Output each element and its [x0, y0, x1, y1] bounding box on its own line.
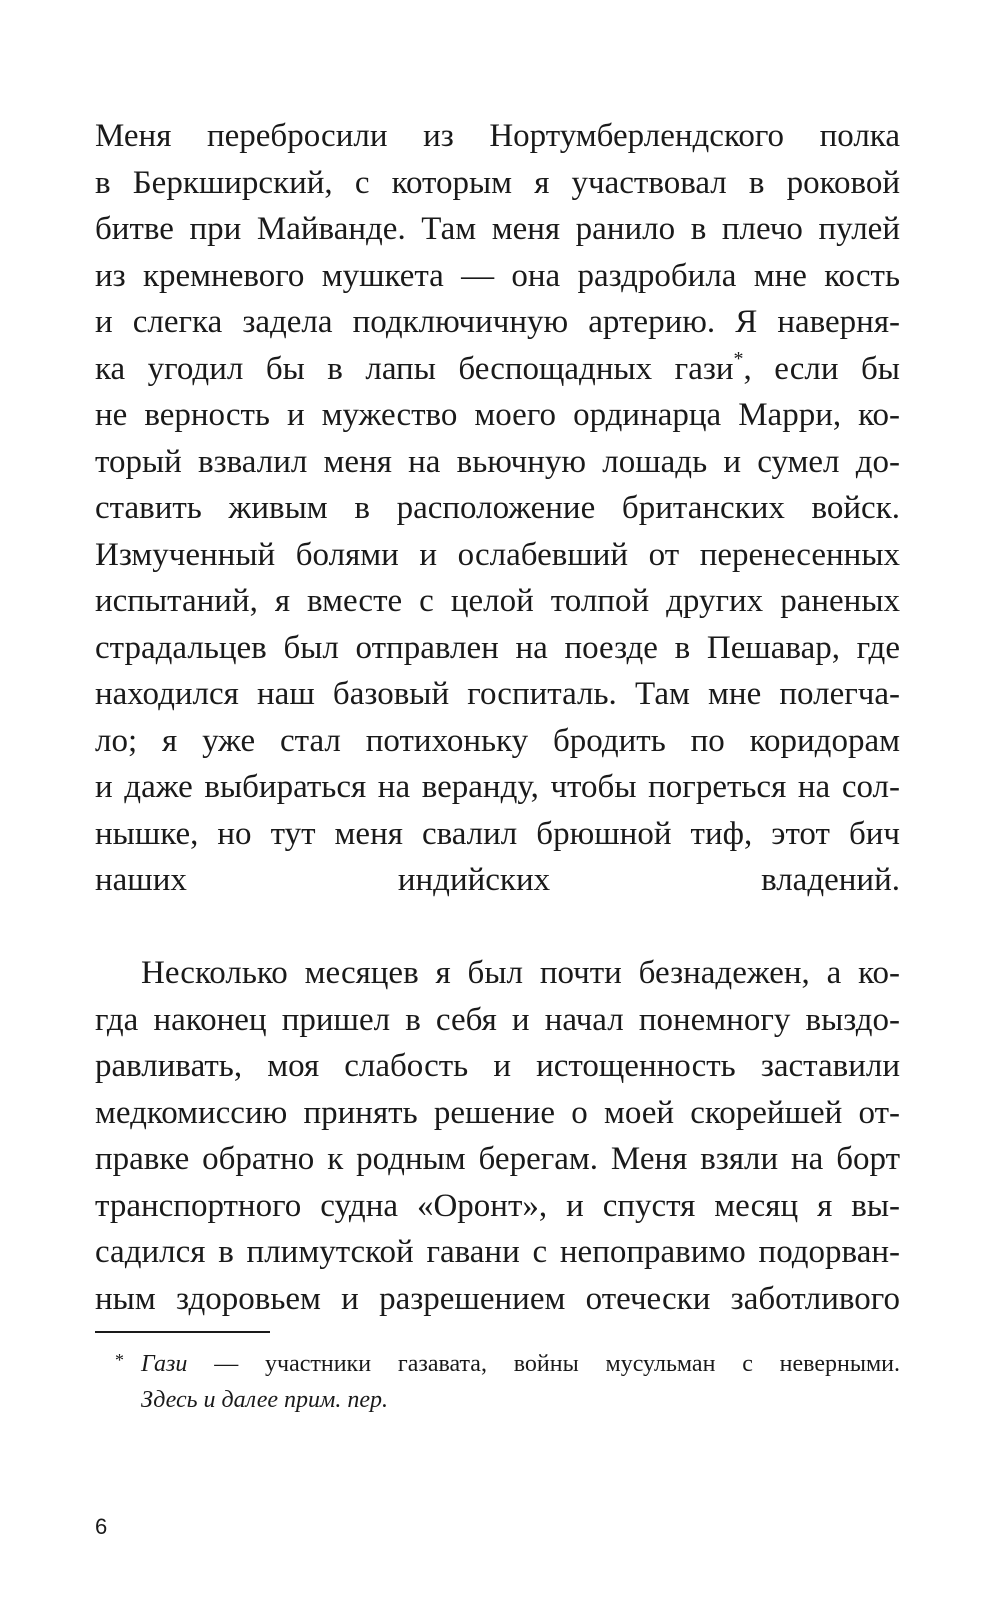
text-line: наших индийских владений. [95, 862, 900, 898]
text-line [95, 904, 900, 951]
text-line: из кремневого мушкета — она раздробила мне кость [95, 257, 900, 294]
text-line: правке обратно к родным берегам. Меня взяли на борт [95, 1141, 900, 1177]
footnote-divider [95, 1331, 270, 1333]
text-line-with-footnote [95, 346, 900, 393]
text-line: равливать, моя слабость и истощенность заставили [95, 1048, 900, 1084]
text-line: ло; я уже стал потихоньку бродить по коридорам [95, 722, 900, 759]
text-line: нышке, но тут меня свалил брюшной тиф, этот бич [95, 815, 900, 852]
text-line: страдальцев был отправлен на поезде в Пешавар, где [95, 629, 900, 666]
text-line: Измученный болями и ослабевший от перенесенных [95, 536, 900, 573]
text-fragment: ка угодил бы в лапы беспощадных гази [95, 350, 734, 387]
footnote-reference[interactable]: * [733, 347, 744, 370]
paragraph-1 [95, 113, 900, 950]
text-line: ным здоровьем и разрешением отечески заботливого [95, 1280, 900, 1317]
text-line: Меня перебросили из Нортумберлендского полка [95, 118, 900, 154]
text-line: и слегка задела подключичную артерию. Я наверня- [95, 304, 900, 340]
page-number: 6 [95, 1514, 108, 1539]
main-text [95, 113, 900, 1322]
text-fragment: , если бы [743, 350, 900, 387]
text-line: не верность и мужество моего ординарца Марри, ко- [95, 397, 900, 433]
footnote [95, 1346, 900, 1418]
text-line: и даже выбираться на веранду, чтобы погреться на сол- [95, 769, 900, 805]
text-line: медкомиссию принять решение о моей скорейшей от- [95, 1094, 900, 1131]
text-line: ставить живым в расположение британских войск. [95, 490, 900, 526]
text-line: транспортного судна «Оронт», и спустя месяц я вы- [95, 1187, 900, 1224]
text-line: гда наконец пришел в себя и начал понемногу выздо- [95, 1001, 900, 1038]
footnote-line [95, 1346, 900, 1382]
footnote-definition: — участники газавата, войны мусульман с неверными. [187, 1351, 900, 1377]
text-line: испытаний, я вместе с целой толпой других раненых [95, 583, 900, 619]
text-line: в Беркширский, с которым я участвовал в роковой [95, 164, 900, 201]
paragraph-2 [95, 950, 900, 1322]
text-line: битве при Майванде. Там меня ранило в плечо пулей [95, 211, 900, 247]
text-line: Несколько месяцев я был почти безнадежен, а ко- [141, 955, 900, 991]
text-line: торый взвалил меня на вьючную лошадь и сумел до- [95, 443, 900, 480]
text-line: садился в плимутской гавани с непоправимо подорван- [95, 1234, 900, 1270]
footnote-note: Здесь и далее прим. пер. [141, 1387, 389, 1413]
text-line: находился наш базовый госпиталь. Там мне полегча- [95, 676, 900, 712]
footnote-marker: * [115, 1350, 124, 1370]
footnote-term: Гази [141, 1351, 188, 1377]
footnote-body [117, 1351, 900, 1377]
